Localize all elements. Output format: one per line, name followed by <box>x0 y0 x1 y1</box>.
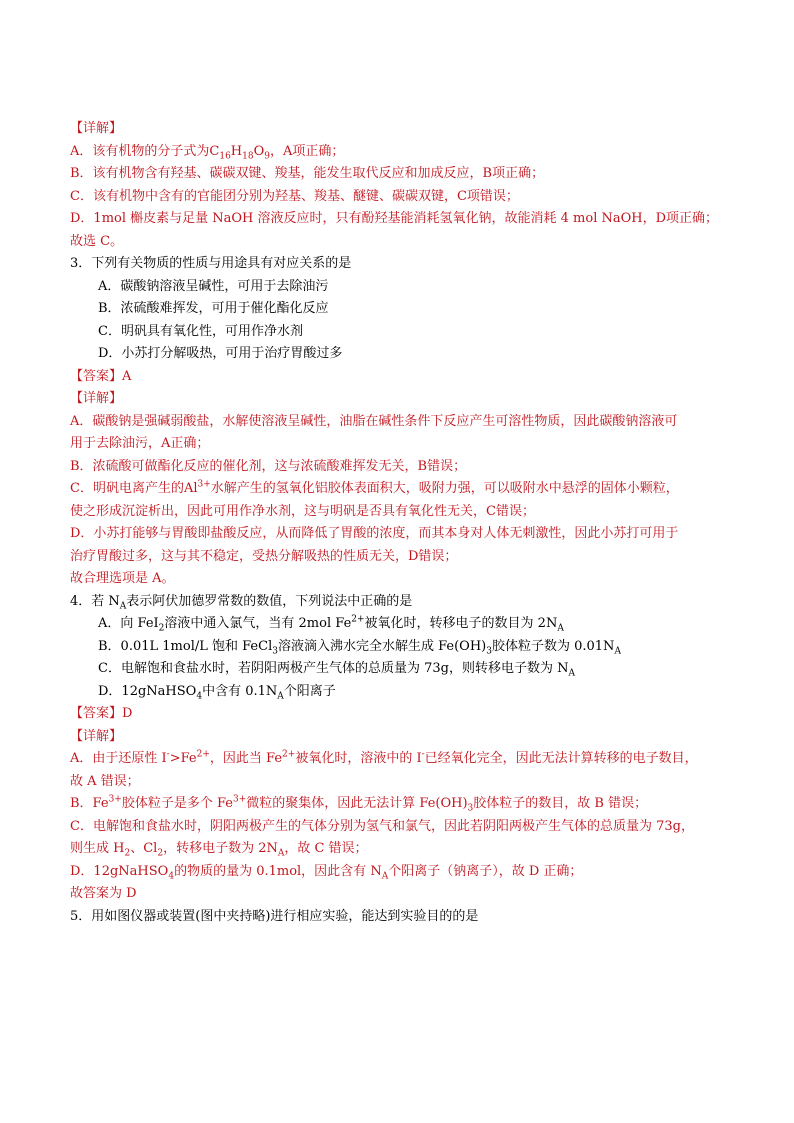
q3-option-c: C．明矾具有氧化性，可用作净水剂 <box>98 323 303 339</box>
q4-option-b: B．0.01L 1mol/L 饱和 FeCl$_3$溶液滴入沸水完全水解生成 $Fe(OH)_3$胶体粒子数为 $0.01N_A$ <box>98 638 621 657</box>
q3-detail-d2: 治疗胃酸过多，这与其不稳定，受热分解吸热的性质无关，D错误； <box>70 548 458 564</box>
q4-option-a: A．向 FeI$_2$溶液中通入氯气，当有 2mol $Fe^{2+}$被氧化时，转移电子的数目为 $2N_A$ <box>98 614 564 634</box>
q4-stem: 4．若 $N_A$表示阿伏加德罗常数的数值，下列说法中正确的是 <box>70 593 413 612</box>
q3-option-b: B．浓硫酸难挥发，可用于催化酯化反应 <box>98 301 329 316</box>
q4-option-c: C．电解饱和食盐水时，若阴阳两极产生气体的总质量为 73g，则转移电子数为 $N_A$ <box>98 661 575 679</box>
q3-conclusion: 故合理选项是 A。 <box>70 571 175 586</box>
detail-label: 【详解】 <box>70 391 123 406</box>
document-page <box>70 118 730 928</box>
q3-detail-a2: 用于去除油污，A正确； <box>70 436 210 451</box>
q4-answer: 【答案】D <box>70 706 133 721</box>
q4-detail-c2: 则生成 $H_2$、$Cl_2$，转移电子数为 $2N_A$，故 C 错误； <box>70 841 368 859</box>
q3-detail-d1: D．小苏打能够与胃酸即盐酸反应，从而降低了胃酸的浓度，而其本身对人体无刺激性，因此小苏打可用于 <box>70 526 679 541</box>
q4-detail-d: D．12gNaHSO$_4$的物质的量为 0.1mol，因此含有 $N_A$个阳离子（钠离子），故 D 正确； <box>70 863 583 882</box>
q3-stem: 3．下列有关物质的性质与用途具有对应关系的是 <box>70 256 352 271</box>
q2-conclusion: 故选 C。 <box>70 233 124 249</box>
q5-stem: 5．用如图仪器或装置(图中夹持略)进行相应实验，能达到实验目的的是 <box>70 908 479 924</box>
q2-detail-d: D．1mol 槲皮素与足量 NaOH 溶液反应时，只有酚羟基能消耗氢氧化钠，故能消耗 4 mol NaOH，D项正确； <box>70 211 719 226</box>
detail-label: 【详解】 <box>70 121 123 136</box>
q3-detail-c1: C．明矾电离产生的$Al^{3+}$水解产生的氢氧化铝胶体表面积大，吸附力强，可以吸附水中悬浮的固体小颗粒， <box>70 479 679 496</box>
detail-label: 【详解】 <box>70 728 123 744</box>
q3-detail-a1: A．碳酸钠是强碱弱酸盐，水解使溶液呈碱性，油脂在碱性条件下反应产生可溶性物质，因此碳酸钠溶液可 <box>70 413 678 429</box>
q4-option-d: D．12gNaHSO$_4$中含有 $0.1N_A$个阳离子 <box>98 683 336 702</box>
q3-detail-b: B．浓硫酸可做酯化反应的催化剂，这与浓硫酸难挥发无关，B错误； <box>70 458 467 474</box>
q3-option-d: D．小苏打分解吸热，可用于治疗胃酸过多 <box>98 346 343 361</box>
q4-detail-a1: A．由于还原性 $I^->Fe^{2+}$，因此当 $Fe^{2+}$被氧化时，溶液中的 I-已经氧化完全，因此无法计算转移的电子数目， <box>70 749 698 766</box>
q4-detail-a2: 故 A 错误； <box>70 773 140 789</box>
q2-detail-b: B．该有机物含有羟基、碳碳双键、羧基，能发生取代反应和加成反应，B项正确； <box>70 166 545 181</box>
q2-detail-c: C．该有机物中含有的官能团分别为羟基、羧基、醚键、碳碳双键，C项错误； <box>70 188 519 204</box>
q3-option-a: A．碳酸钠溶液呈碱性，可用于去除油污 <box>98 278 329 294</box>
q4-detail-c1: C．电解饱和食盐水时，阴阳两极产生的气体分别为氢气和氯气，因此若阴阳两极产生气体的总质量为 73g， <box>70 818 694 834</box>
q3-answer: 【答案】A <box>70 368 132 384</box>
q3-detail-c2: 使之形成沉淀析出，因此可用作净水剂，这与明矾是否具有氧化性无关，C错误； <box>70 503 535 519</box>
q4-conclusion: 故答案为 D <box>70 886 137 901</box>
q4-detail-b: B．$Fe^{3+}$胶体粒子是多个 $Fe^{3+}$微粒的聚集体，因此无法计算 $Fe(OH)_3$胶体粒子的数目，故 B 错误； <box>70 794 648 814</box>
q2-detail-a: A．该有机物的分子式为$C_{16}H_{18}O_9$，A项正确； <box>70 143 345 162</box>
